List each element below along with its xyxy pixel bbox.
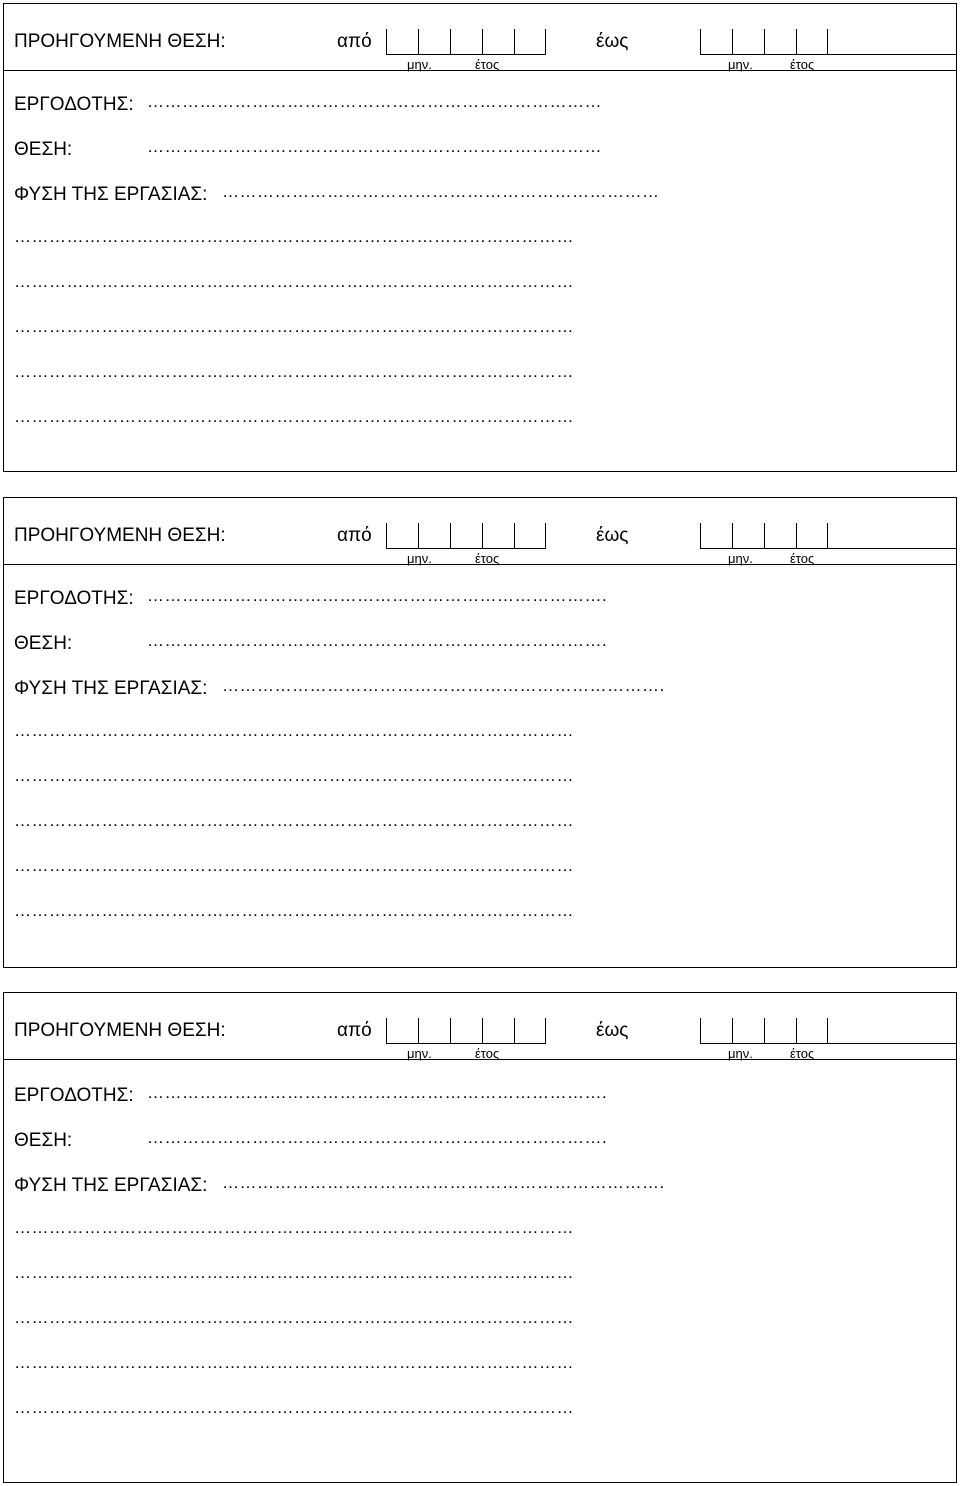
- to-year-sublabel: έτος: [790, 551, 815, 566]
- from-month-digit-1[interactable]: [386, 29, 418, 55]
- to-year-digit-1[interactable]: [764, 1018, 796, 1044]
- from-month-digit-1[interactable]: [386, 1018, 418, 1044]
- from-year-sublabel: έτος: [475, 1046, 500, 1061]
- job-nature-line-4[interactable]: ……………………………………………………………………………………: [14, 1353, 574, 1372]
- job-nature-line-2[interactable]: ……………………………………………………………………………………: [14, 272, 574, 291]
- to-month-digit-1[interactable]: [700, 1018, 732, 1044]
- employer-field[interactable]: ……………………………………………………………………: [147, 92, 602, 111]
- to-year-sublabel: έτος: [790, 57, 815, 72]
- date-range-header: [4, 498, 956, 565]
- from-month-sublabel: μην.: [407, 1046, 432, 1061]
- previous-position-block-1: [3, 3, 957, 472]
- to-label: έως: [596, 31, 629, 52]
- from-cells-base: [386, 54, 546, 55]
- position-field[interactable]: …………………………………………………………………….: [147, 1128, 608, 1147]
- to-year-digit-2[interactable]: [796, 1018, 828, 1044]
- to-year-digit-1[interactable]: [764, 523, 796, 549]
- job-nature-line-1[interactable]: ……………………………………………………………………………………: [14, 227, 574, 246]
- job-nature-field[interactable]: ………………………………………………………………….: [222, 1173, 665, 1192]
- job-nature-line-1[interactable]: ……………………………………………………………………………………: [14, 1218, 574, 1237]
- job-nature-line-3[interactable]: ……………………………………………………………………………………: [14, 1308, 574, 1327]
- to-label: έως: [596, 525, 629, 546]
- employer-field[interactable]: …………………………………………………………………….: [147, 586, 608, 605]
- from-year-sublabel: έτος: [475, 551, 500, 566]
- to-date-cells[interactable]: [700, 1018, 828, 1044]
- position-label: ΘΕΣΗ:: [14, 1130, 73, 1151]
- from-month-sublabel: μην.: [407, 551, 432, 566]
- job-nature-line-2[interactable]: ……………………………………………………………………………………: [14, 766, 574, 785]
- to-cells-base: [700, 1043, 957, 1044]
- from-month-digit-2[interactable]: [418, 1018, 450, 1044]
- from-date-cells[interactable]: [386, 1018, 546, 1044]
- position-field[interactable]: …………………………………………………………………….: [147, 631, 608, 650]
- to-month-digit-2[interactable]: [732, 523, 764, 549]
- from-year-digit-1[interactable]: [450, 1018, 482, 1044]
- date-range-header: [4, 993, 956, 1060]
- from-date-cells[interactable]: [386, 29, 546, 55]
- from-cells-base: [386, 1043, 546, 1044]
- job-nature-label: ΦΥΣΗ ΤΗΣ ΕΡΓΑΣΙΑΣ:: [14, 678, 208, 699]
- employer-label: ΕΡΓΟΔΟΤΗΣ:: [14, 588, 134, 609]
- to-month-sublabel: μην.: [728, 57, 753, 72]
- from-year-digit-2[interactable]: [482, 1018, 514, 1044]
- job-nature-line-3[interactable]: ……………………………………………………………………………………: [14, 811, 574, 830]
- to-month-digit-1[interactable]: [700, 523, 732, 549]
- job-nature-label: ΦΥΣΗ ΤΗΣ ΕΡΓΑΣΙΑΣ:: [14, 1175, 208, 1196]
- to-month-sublabel: μην.: [728, 551, 753, 566]
- to-month-digit-1[interactable]: [700, 29, 732, 55]
- from-year-digit-3[interactable]: [514, 29, 546, 55]
- job-nature-line-4[interactable]: ……………………………………………………………………………………: [14, 362, 574, 381]
- to-cells-base: [700, 548, 957, 549]
- from-year-digit-1[interactable]: [450, 523, 482, 549]
- to-month-digit-2[interactable]: [732, 29, 764, 55]
- from-label: από: [337, 1020, 372, 1041]
- from-month-digit-2[interactable]: [418, 523, 450, 549]
- employer-label: ΕΡΓΟΔΟΤΗΣ:: [14, 94, 134, 115]
- from-date-cells[interactable]: [386, 523, 546, 549]
- to-cells-base: [700, 54, 957, 55]
- from-year-digit-2[interactable]: [482, 29, 514, 55]
- to-month-sublabel: μην.: [728, 1046, 753, 1061]
- to-date-cells[interactable]: [700, 29, 828, 55]
- employer-field[interactable]: …………………………………………………………………….: [147, 1083, 608, 1102]
- job-nature-line-2[interactable]: ……………………………………………………………………………………: [14, 1263, 574, 1282]
- to-year-digit-2[interactable]: [796, 523, 828, 549]
- job-nature-line-5[interactable]: ……………………………………………………………………………………: [14, 901, 574, 920]
- job-nature-line-3[interactable]: ……………………………………………………………………………………: [14, 317, 574, 336]
- from-month-digit-1[interactable]: [386, 523, 418, 549]
- from-cells-base: [386, 548, 546, 549]
- job-nature-field[interactable]: …………………………………………………………………: [222, 182, 660, 201]
- from-year-digit-1[interactable]: [450, 29, 482, 55]
- date-range-header: [4, 4, 956, 71]
- previous-position-block-2: [3, 497, 957, 968]
- previous-position-block-3: [3, 992, 957, 1483]
- from-label: από: [337, 31, 372, 52]
- previous-position-label: ΠΡΟΗΓΟΥΜΕΝΗ ΘΕΣΗ:: [14, 525, 226, 546]
- position-label: ΘΕΣΗ:: [14, 139, 73, 160]
- from-year-digit-3[interactable]: [514, 523, 546, 549]
- from-year-digit-2[interactable]: [482, 523, 514, 549]
- to-label: έως: [596, 1020, 629, 1041]
- job-nature-line-4[interactable]: ……………………………………………………………………………………: [14, 856, 574, 875]
- employer-label: ΕΡΓΟΔΟΤΗΣ:: [14, 1085, 134, 1106]
- previous-position-label: ΠΡΟΗΓΟΥΜΕΝΗ ΘΕΣΗ:: [14, 31, 226, 52]
- job-nature-line-5[interactable]: ……………………………………………………………………………………: [14, 407, 574, 426]
- to-year-digit-2[interactable]: [796, 29, 828, 55]
- job-nature-line-1[interactable]: ……………………………………………………………………………………: [14, 721, 574, 740]
- to-date-cells[interactable]: [700, 523, 828, 549]
- to-month-digit-2[interactable]: [732, 1018, 764, 1044]
- from-year-sublabel: έτος: [475, 57, 500, 72]
- to-year-digit-1[interactable]: [764, 29, 796, 55]
- job-nature-line-5[interactable]: ……………………………………………………………………………………: [14, 1398, 574, 1417]
- to-year-sublabel: έτος: [790, 1046, 815, 1061]
- previous-position-label: ΠΡΟΗΓΟΥΜΕΝΗ ΘΕΣΗ:: [14, 1020, 226, 1041]
- job-nature-label: ΦΥΣΗ ΤΗΣ ΕΡΓΑΣΙΑΣ:: [14, 184, 208, 205]
- from-month-sublabel: μην.: [407, 57, 432, 72]
- from-label: από: [337, 525, 372, 546]
- from-month-digit-2[interactable]: [418, 29, 450, 55]
- job-nature-field[interactable]: ………………………………………………………………….: [222, 676, 665, 695]
- from-year-digit-3[interactable]: [514, 1018, 546, 1044]
- position-field[interactable]: ……………………………………………………………………: [147, 137, 602, 156]
- position-label: ΘΕΣΗ:: [14, 633, 73, 654]
